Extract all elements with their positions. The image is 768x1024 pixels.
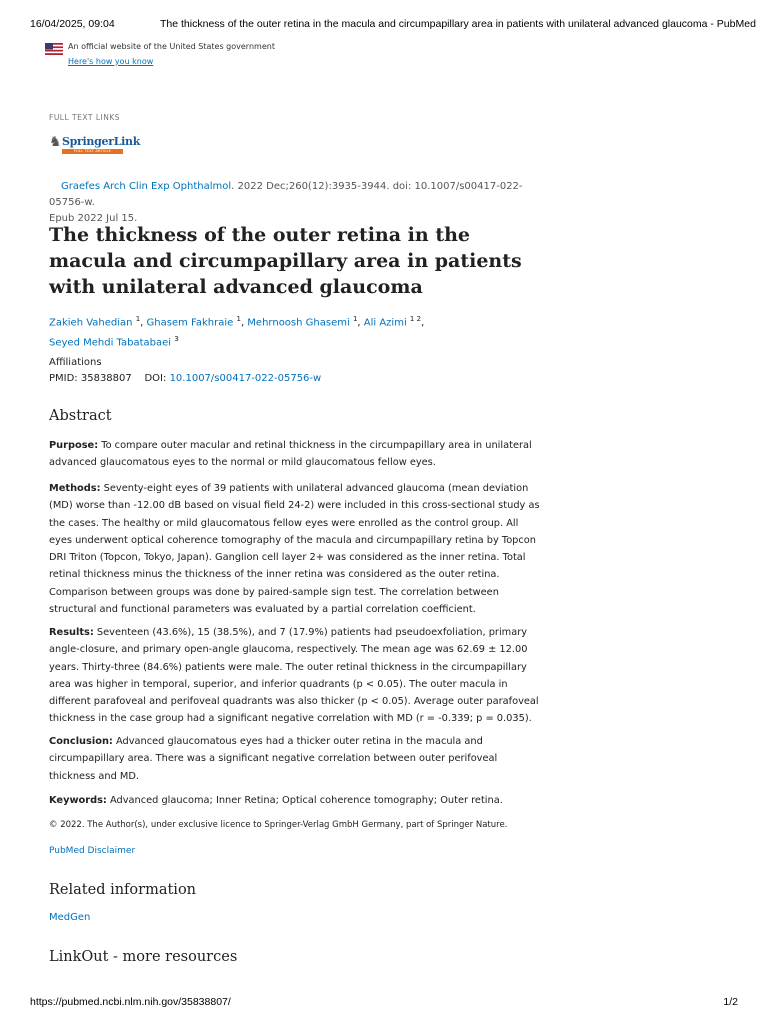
methods-label: Methods: [49,483,101,494]
purpose-text: To compare outer macular and retinal thickness in the circumpapillary area in unilateral advanced glaucomatous eyes to the normal or mild glaucomatous fellow eyes. [49,440,532,469]
print-date: 16/04/2025, 09:04 [30,18,115,30]
results-text: Seventeen (43.6%), 15 (38.5%), and 7 (17.9%) patients had pseudoexfoliation, primary angle-closure, and primary open-angle glaucoma, respectively. The mean age was 62.69 ± 12.00 years. Thirty-three (84.6%) patients were male. The outer retinal thickness in the circumpapillary area was higher in temporal, superior, and inferior quadrants (p < 0.05). The outer macula in different parafoveal and perifoveal quadrants was also thicker (p < 0.05). Average outer parafoveal thickness in the case group had a significant negative correlation with MD (r = -0.339; p = 0.035). [49,627,539,725]
article-title: The thickness of the outer retina in the macula and circumpapillary area in patients with unilateral advanced glaucoma [49,224,522,298]
citation-epub: Epub 2022 Jul 15. [49,213,138,224]
print-page-title: The thickness of the outer retina in the macula and circumpapillary area in patients with unilateral advanced glaucoma - PubMed [160,18,756,30]
abstract-purpose [49,437,544,472]
full-text-article-badge: FULL TEXT ARTICLE [62,149,123,154]
linkout-heading: LinkOut - more resources [49,949,238,965]
copyright-notice: © 2022. The Author(s), under exclusive licence to Springer-Verlag GmbH Germany, part of Springer Nature. [49,820,508,830]
author-link[interactable]: Zakieh Vahedian [49,317,133,329]
doi-label: DOI: [144,373,167,384]
springer-horse-icon: ♞ [49,134,62,150]
citation [49,179,549,227]
related-information-heading: Related information [49,882,197,898]
author-link[interactable]: Mehrnoosh Ghasemi [247,317,350,329]
pubmed-disclaimer-link[interactable]: PubMed Disclaimer [49,846,136,856]
pmid: PMID: 35838807 [49,373,132,384]
springerlink-full-text-link[interactable] [49,134,141,158]
author-affiliation-ref[interactable]: 1 2 [409,315,422,323]
abstract-heading: Abstract [49,408,112,424]
full-text-links-heading: FULL TEXT LINKS [49,113,121,122]
us-flag-icon [45,43,63,55]
keywords-label: Keywords: [49,795,107,806]
conclusion-label: Conclusion: [49,736,113,747]
journal-link[interactable]: Graefes Arch Clin Exp Ophthalmol [61,181,232,192]
identifiers [49,371,321,387]
affiliations-toggle[interactable]: Affiliations [49,357,102,368]
author-link[interactable]: Ali Azimi [363,317,407,329]
author-affiliation-ref[interactable]: 1 [352,315,358,323]
purpose-label: Purpose: [49,440,99,451]
authors-list: Zakieh Vahedian $^1$, Ghasem Fakhraie $^1$, Mehrnoosh Ghasemi $^1$, Ali Azimi $^{1 2}$, Seyed Mehdi Tabatabaei $^3$ [49,315,425,349]
methods-text: Seventy-eight eyes of 39 patients with unilateral advanced glaucoma (mean deviation (MD) worse than -12.00 dB based on visual field 24-2) were included in this cross-sectional study as the cases. The healthy or mild glaucomatous fellow eyes were enrolled as the control group. All eyes underwent optical coherence tomography of the macula and circumpapillary retina by Topcon DRI Triton (Topcon, Tokyo, Japan). Ganglion cell layer 2+ was considered as the inner retina. Total retinal thickness minus the thickness of the inner retina was considered as the outer retina. Comparison between groups was done by paired-sample sign test. The correlation between structural and functional parameters was evaluated by a partial correlation coefficient. [49,483,540,616]
author-affiliation-ref[interactable]: 3 [174,335,179,344]
citation-details: . 2022 Dec;260(12):3935-3944. doi: 10.1007/s00417-022-05756-w. [49,181,523,208]
medgen-link[interactable]: MedGen [49,912,91,923]
article-meta [49,355,321,387]
author-link[interactable]: Seyed Mehdi Tabatabaei [49,337,172,349]
author-link[interactable]: Ghasem Fakhraie [146,317,234,329]
print-url: https://pubmed.ncbi.nlm.nih.gov/35838807/ [30,996,231,1008]
keywords-text: Advanced glaucoma; Inner Retina; Optical coherence tomography; Outer retina. [109,795,503,806]
springerlink-logo-text: SpringerLink [62,135,141,148]
abstract-methods [49,480,544,618]
abstract-results [49,624,544,728]
abstract-keywords [49,792,544,809]
heres-how-you-know-link[interactable]: Here's how you know [68,57,154,66]
author-affiliation-ref[interactable]: 1 [236,315,241,323]
doi-link[interactable]: 10.1007/s00417-022-05756-w [169,373,322,384]
gov-banner-text: An official website of the United States government [68,42,275,51]
abstract-conclusion [49,733,544,785]
print-footer [30,996,738,1008]
results-label: Results: [49,627,94,638]
author-affiliation-ref[interactable]: 1 [135,315,141,323]
conclusion-text: Advanced glaucomatous eyes had a thicker outer retina in the macula and circumpapillary area. There was a significant negative correlation between outer perifoveal thickness and MD. [49,736,498,782]
print-page-number: 1/2 [723,996,738,1008]
